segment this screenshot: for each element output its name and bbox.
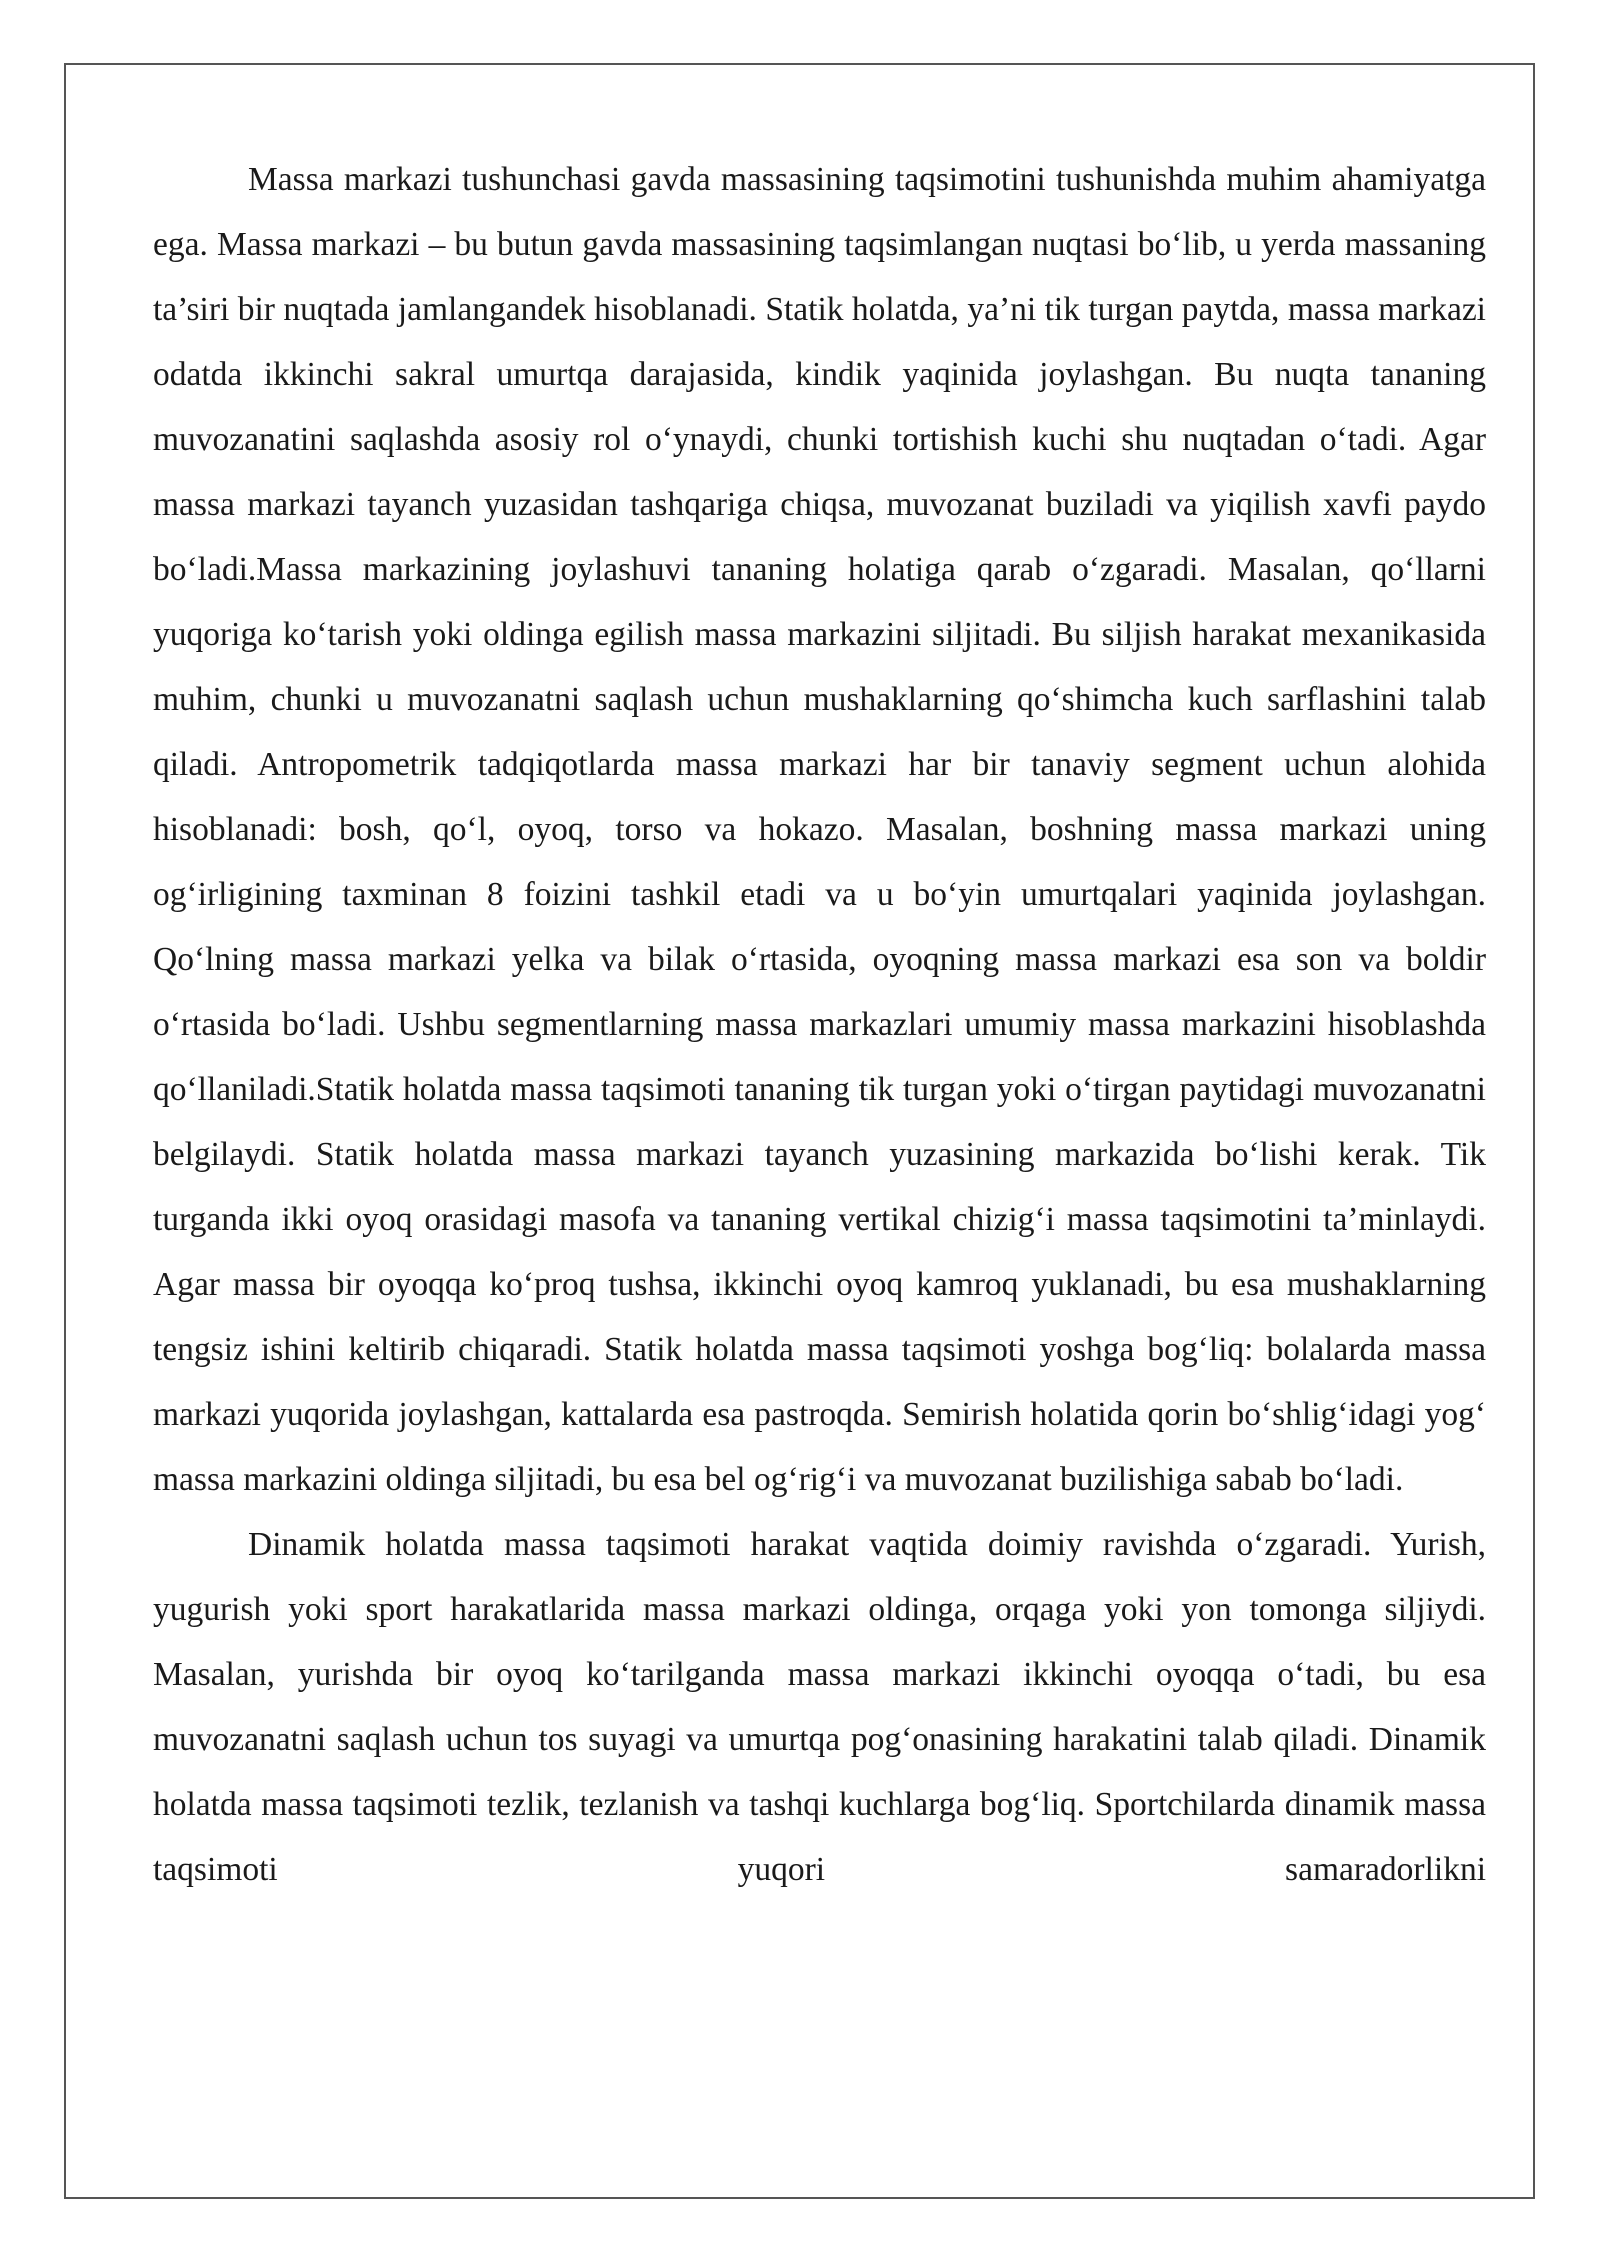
document-body bbox=[153, 147, 1486, 1902]
paragraph-mass-center-statics: Massa markazi tushunchasi gavda massasining taqsimotini tushunishda muhim ahamiyatga ega. Massa markazi – bu butun gavda massasining taqsimlangan nuqtasi bo‘lib, u yerda massaning ta’siri bir nuqtada jamlangandek hisoblanadi. Statik holatda, ya’ni tik turgan paytda, massa markazi odatda ikkinchi sakral umurtqa darajasida, kindik yaqinida joylashgan. Bu nuqta tananing muvozanatini saqlashda asosiy rol o‘ynaydi, chunki tortishish kuchi shu nuqtadan o‘tadi. Agar massa markazi tayanch yuzasidan tashqariga chiqsa, muvozanat buziladi va yiqilish xavfi paydo bo‘ladi.Massa markazining joylashuvi tananing holatiga qarab o‘zgaradi. Masalan, qo‘llarni yuqoriga ko‘tarish yoki oldinga egilish massa markazini siljitadi. Bu siljish harakat mexanikasida muhim, chunki u muvozanatni saqlash uchun mushaklarning qo‘shimcha kuch sarflashini talab qiladi. Antropometrik tadqiqotlarda massa markazi har bir tanaviy segment uchun alohida hisoblanadi: bosh, qo‘l, oyoq, torso va hokazo. Masalan, boshning massa markazi uning og‘irligining taxminan 8 foizini tashkil etadi va u bo‘yin umurtqalari yaqinida joylashgan. Qo‘lning massa markazi yelka va bilak o‘rtasida, oyoqning massa markazi esa son va boldir o‘rtasida bo‘ladi. Ushbu segmentlarning massa markazlari umumiy massa markazini hisoblashda qo‘llaniladi.Statik holatda massa taqsimoti tananing tik turgan yoki o‘tirgan paytidagi muvozanatni belgilaydi. Statik holatda massa markazi tayanch yuzasining markazida bo‘lishi kerak. Tik turganda ikki oyoq orasidagi masofa va tananing vertikal chizig‘i massa taqsimotini ta’minlaydi. Agar massa bir oyoqqa ko‘proq tushsa, ikkinchi oyoq kamroq yuklanadi, bu esa mushaklarning tengsiz ishini keltirib chiqaradi. Statik holatda massa taqsimoti yoshga bog‘liq: bolalarda massa markazi yuqorida joylashgan, kattalarda esa pastroqda. Semirish holatida qorin bo‘shlig‘idagi yog‘ massa markazini oldinga siljitadi, bu esa bel og‘rig‘i va muvozanat buzilishiga sabab bo‘ladi. bbox=[153, 161, 1486, 1498]
paragraph-dynamic-distribution: Dinamik holatda massa taqsimoti harakat vaqtida doimiy ravishda o‘zgaradi. Yurish, yugurish yoki sport harakatlarida massa markazi oldinga, orqaga yoki yon tomonga siljiydi. Masalan, yurishda bir oyoq ko‘tarilganda massa markazi ikkinchi oyoqqa o‘tadi, bu esa muvozanatni saqlash uchun tos suyagi va umurtqa pog‘onasining harakatini talab qiladi. Dinamik holatda massa taqsimoti tezlik, tezlanish va tashqi kuchlarga bog‘liq. Sportchilarda dinamik massa taqsimoti yuqori samaradorlikni bbox=[153, 1526, 1486, 1888]
